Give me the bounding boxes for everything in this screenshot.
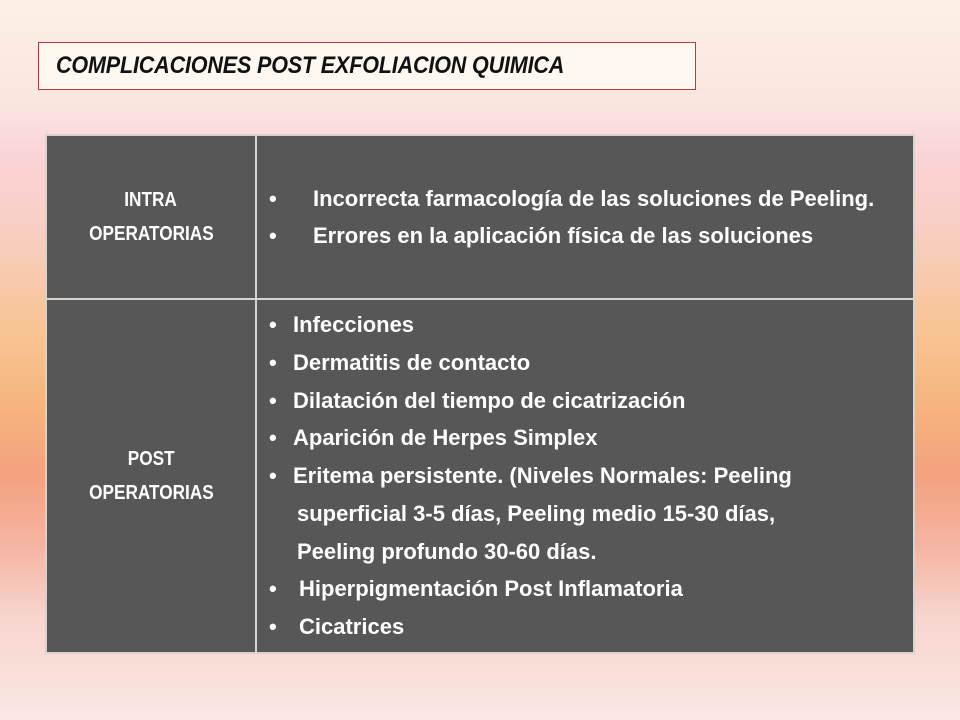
row-label-intra-line2: OPERATORIAS: [88, 223, 214, 245]
row-content-post: [256, 299, 914, 653]
list-item-text: • Aparición de Herpes Simplex: [293, 425, 598, 451]
list-item-continuation: superficial 3-5 días, Peeling medio 15-30 días,: [297, 500, 776, 526]
list-item-text: • Eritema persistente. (Niveles Normales: Peeling: [293, 463, 792, 489]
list-item-text: • Dermatitis de contacto: [293, 349, 531, 375]
list-item: • Errores en la aplicación física de las soluciones: [257, 217, 913, 254]
list-item: [257, 419, 913, 457]
list-item-continuation: Peeling profundo 30-60 días.: [297, 538, 597, 564]
post-list: [257, 306, 913, 646]
list-item-text: • Hiperpigmentación Post Inflamatoria: [299, 576, 683, 602]
list-item: [257, 344, 913, 382]
slide-title: COMPLICACIONES POST EXFOLIACION QUIMICA: [56, 52, 565, 79]
list-item-text: • Dilatación del tiempo de cicatrización: [293, 387, 686, 413]
row-content-intra: [256, 135, 914, 299]
list-item-text: • Cicatrices: [299, 614, 405, 640]
list-item: [257, 457, 913, 570]
row-label-post-line2: OPERATORIAS: [88, 482, 214, 504]
complications-table: [45, 134, 915, 654]
list-item: [257, 608, 913, 646]
list-item: [257, 570, 913, 608]
table-row-post: [46, 299, 914, 653]
row-label-intra-line1: INTRA: [124, 189, 178, 211]
row-label-post-line1: POST: [127, 448, 175, 470]
list-item: [257, 382, 913, 420]
intra-list: [257, 180, 913, 254]
table-row-intra: [46, 135, 914, 299]
slide-title-box: [38, 42, 696, 90]
row-label-post: [46, 299, 256, 653]
list-item: [257, 306, 913, 344]
row-label-intra: [46, 135, 256, 299]
list-item-text: • Infecciones: [293, 311, 415, 337]
list-item: • Incorrecta farmacología de las soluciones de Peeling.: [257, 180, 913, 217]
